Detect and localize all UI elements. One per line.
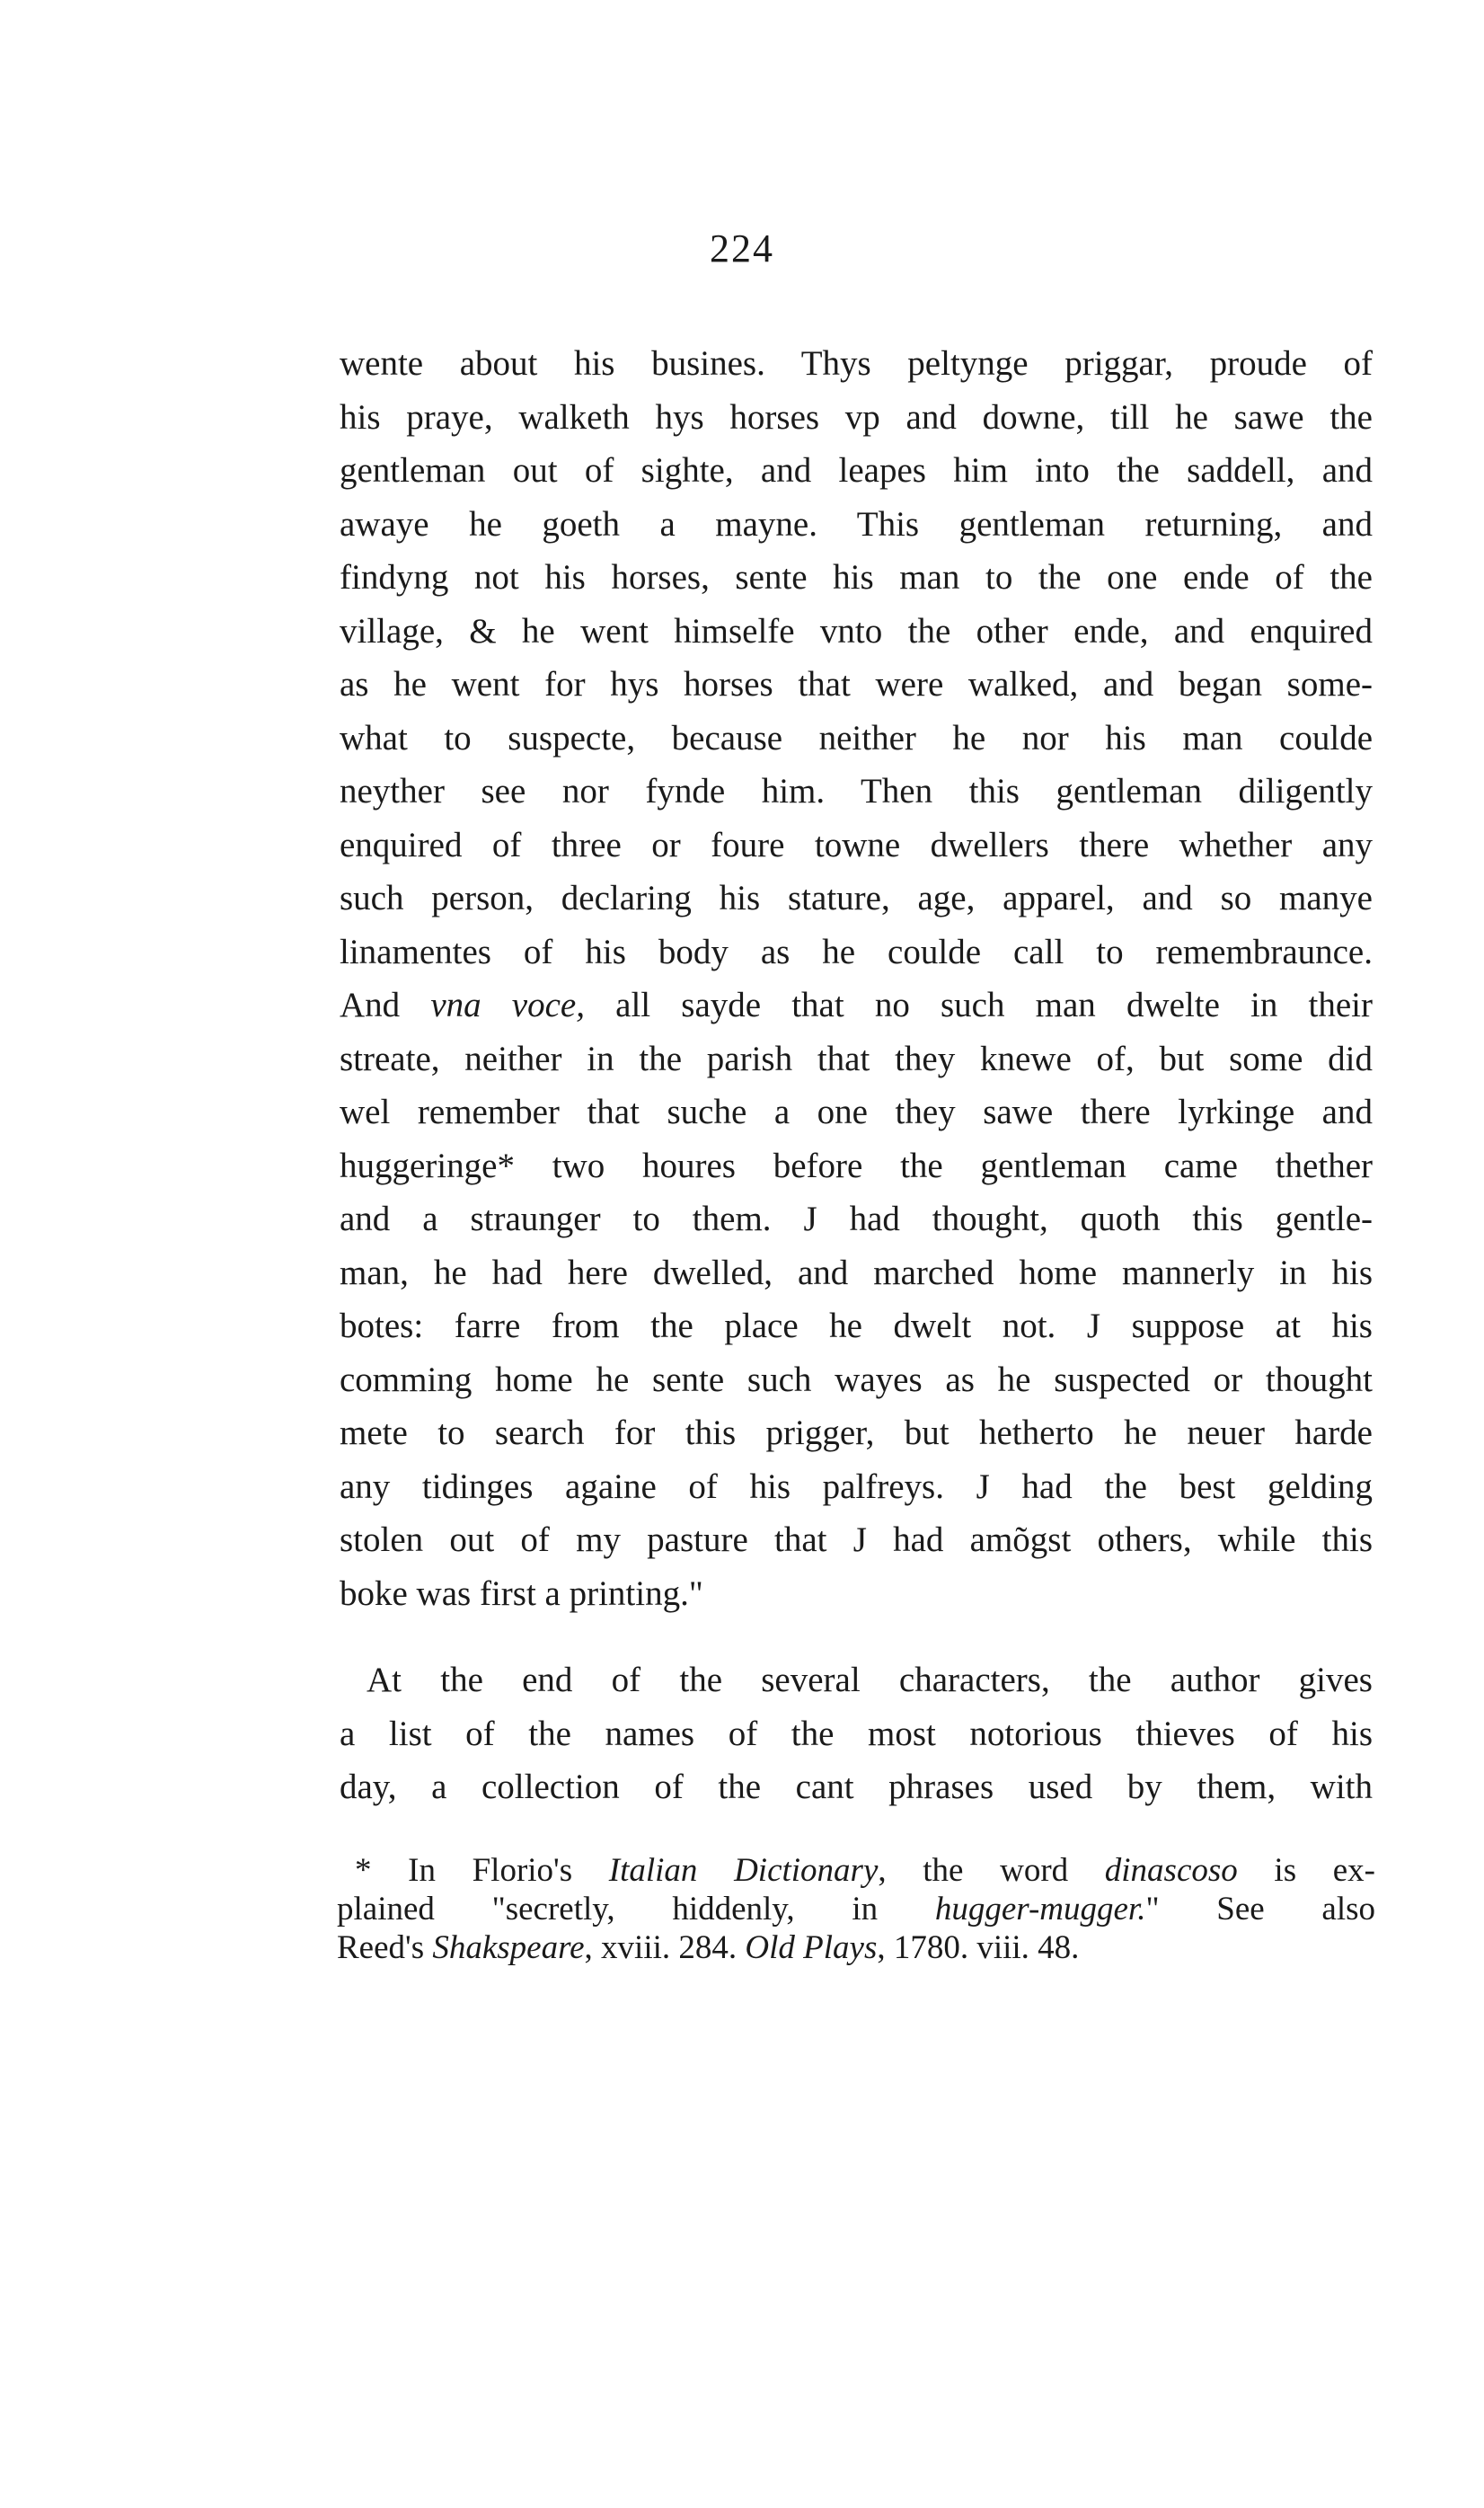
text-fragment: all sayde that no such man dwelte in their bbox=[584, 986, 1374, 1024]
text-fragment: And bbox=[340, 986, 431, 1024]
text-line: such person, declaring his stature, age, apparel, and so manye bbox=[340, 879, 1373, 917]
text-line: man, he had here dwelled, and marched home mannerly in his bbox=[340, 1253, 1373, 1292]
text-line: neyther see nor fynde him. Then this gentleman diligently bbox=[340, 772, 1373, 811]
italic-phrase: vna voce, bbox=[430, 986, 585, 1024]
footnote-fragment: , 1780. viii. 48. bbox=[877, 1929, 1080, 1966]
text-line: findyng not his horses, sente his man to the one ende of the bbox=[340, 558, 1373, 597]
text-line: what to suspecte, because neither he nor his man coulde bbox=[340, 718, 1373, 758]
text-line: mete to search for this prigger, but hetherto he neuer harde bbox=[340, 1414, 1373, 1452]
footnote-fragment: is ex- bbox=[1237, 1852, 1375, 1889]
text-line: wente about his busines. Thys peltynge priggar, proude of bbox=[340, 344, 1373, 383]
text-line: comming home he sente such wayes as he suspected or thought bbox=[340, 1360, 1373, 1399]
text-line: At the end of the several characters, the author gives bbox=[367, 1661, 1373, 1699]
footnote-fragment: Reed's bbox=[337, 1929, 433, 1966]
text-line: botes: farre from the place he dwelt not. J suppose at his bbox=[340, 1307, 1373, 1345]
text-line: a list of the names of the most notorious thieves of his bbox=[340, 1714, 1373, 1753]
text-line: stolen out of my pasture that J had amõgst others, while this bbox=[340, 1520, 1373, 1559]
text-line: as he went for hys horses that were walked, and began some- bbox=[340, 665, 1373, 704]
text-line-latin bbox=[340, 979, 1373, 1032]
text-line: wel remember that suche a one they sawe there lyrkinge and bbox=[340, 1093, 1373, 1131]
footnote-fragment: * In Florio's bbox=[355, 1852, 609, 1889]
text-line: streate, neither in the parish that they knewe of, but some did bbox=[340, 1039, 1373, 1078]
footnote-italic: Shakspeare bbox=[432, 1929, 585, 1966]
footnote-line bbox=[337, 1851, 1375, 1890]
paragraph-block bbox=[340, 1653, 1373, 1814]
text-line: huggeringe* two houres before the gentleman came thether bbox=[340, 1146, 1373, 1185]
footnote-fragment: " See also bbox=[1145, 1891, 1375, 1928]
text-line: and a straunger to them. J had thought, quoth this gentle- bbox=[340, 1200, 1373, 1238]
text-line: any tidinges againe of his palfreys. J had the best gelding bbox=[340, 1467, 1373, 1506]
footnote-fragment: plained "secretly, hiddenly, in bbox=[337, 1891, 935, 1928]
page-number: 224 bbox=[710, 226, 774, 270]
text-line: gentleman out of sighte, and leapes him into the saddell, and bbox=[340, 451, 1373, 490]
footnote-italic: Old Plays bbox=[745, 1929, 878, 1966]
text-line: day, a collection of the cant phrases used by them, with bbox=[340, 1768, 1373, 1806]
footnote-fragment: , the word bbox=[878, 1852, 1105, 1889]
main-text-block bbox=[340, 337, 1373, 1620]
footnote bbox=[337, 1851, 1375, 1967]
text-line: linamentes of his body as he coulde call to remembraunce. bbox=[340, 932, 1373, 971]
footnote-italic: Italian Dictionary bbox=[608, 1852, 879, 1889]
footnote-line bbox=[337, 1890, 1375, 1928]
text-line: boke was first a printing." bbox=[340, 1573, 703, 1613]
text-line: village, & he went himselfe vnto the other ende, and enquired bbox=[340, 611, 1373, 651]
footnote-fragment: , xviii. 284. bbox=[584, 1929, 746, 1966]
text-line: awaye he goeth a mayne. This gentleman returning, and bbox=[340, 504, 1373, 544]
text-line: his praye, walketh hys horses vp and downe, till he sawe the bbox=[340, 397, 1373, 437]
footnote-italic: hugger-mugger. bbox=[934, 1891, 1146, 1928]
footnote-line bbox=[337, 1928, 1375, 1967]
footnote-italic: dinascoso bbox=[1104, 1852, 1238, 1889]
text-line: enquired of three or foure towne dwellers there whether any bbox=[340, 825, 1373, 864]
